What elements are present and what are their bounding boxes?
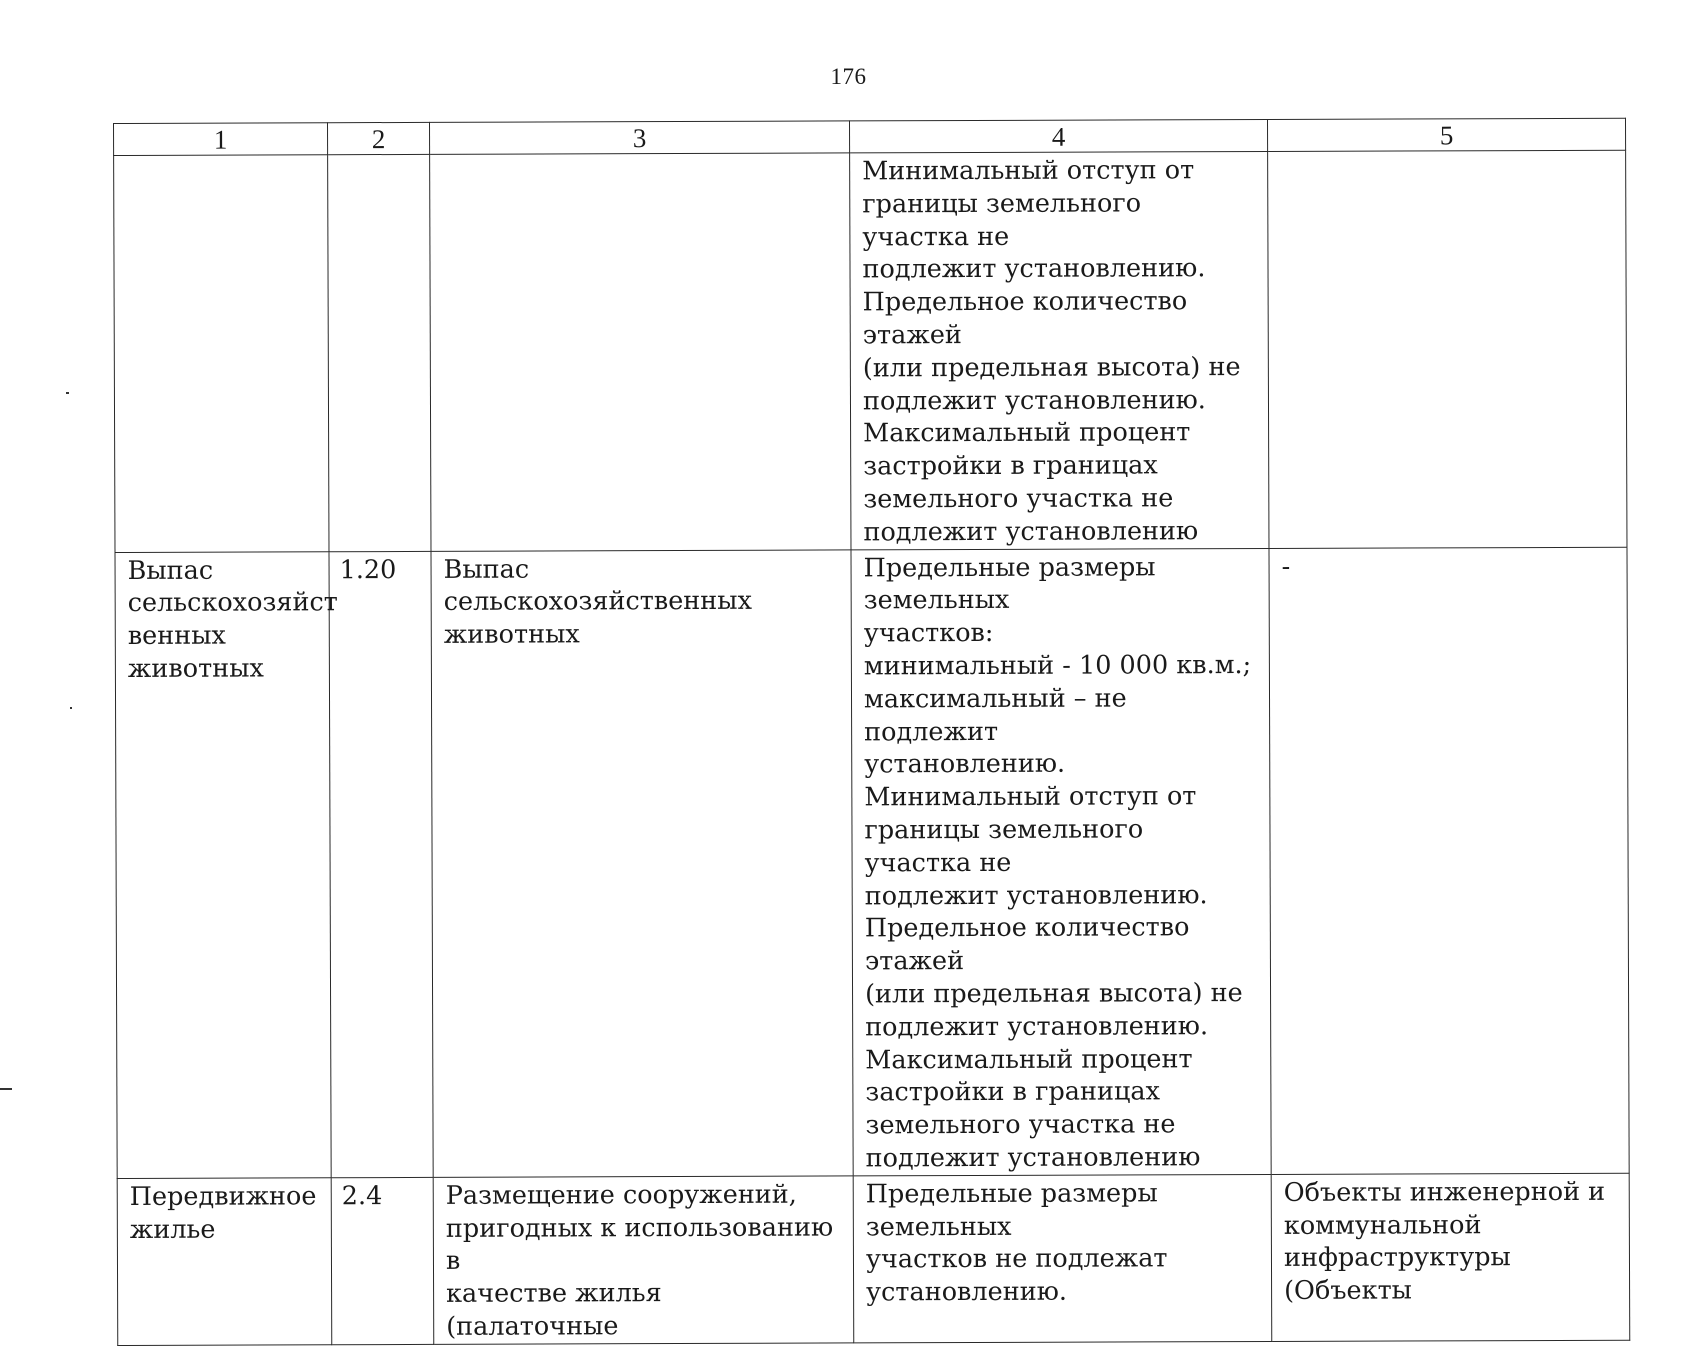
cell-text: Размещение сооружений, пригодных к использованию в качестве жилья (палаточные	[446, 1178, 842, 1343]
cell-use-description	[431, 549, 853, 1177]
column-header-4: 4	[849, 119, 1267, 152]
cell-restrictions	[1271, 1173, 1630, 1341]
cell-parameters	[853, 1174, 1272, 1342]
page-number: 176	[0, 64, 1697, 90]
cell-text: Выпас сельскохозяйственных животных	[444, 552, 839, 652]
column-header-5: 5	[1267, 118, 1625, 151]
cell-text	[1280, 153, 1613, 154]
column-header-3: 3	[429, 121, 849, 154]
cell-parameters	[851, 548, 1271, 1176]
cell-use-name	[117, 1177, 332, 1345]
cell-use-code	[331, 1177, 434, 1344]
cell-use-code	[329, 551, 433, 1177]
cell-use-code	[328, 154, 431, 551]
table-row	[117, 1173, 1630, 1345]
cell-parameters	[850, 151, 1269, 549]
cell-text: 2.4	[342, 1180, 421, 1213]
column-header-2: 2	[328, 122, 430, 154]
scan-speck	[66, 392, 69, 394]
cell-text: Выпас сельскохозяйст венных животных	[128, 554, 317, 686]
scan-edge-mark	[0, 1088, 12, 1090]
cell-text: Предельные размеры земельных участков: минимальный - 10 000 кв.м.; максимальный – не подлежит установлению. Минимальный отступ от границы земельного участка не подлежит установлению. Предельное количество этажей (или предельная высота) не подлежит установлению. Максимальный процент застройки в границах земельного участка не подлежит установлению	[864, 551, 1259, 1176]
cell-use-description	[433, 1176, 854, 1344]
cell-text: Передвижное жилье	[130, 1180, 319, 1246]
cell-text: 1.20	[340, 553, 419, 586]
table-header-row	[114, 118, 1626, 155]
table-row	[114, 150, 1627, 552]
cell-text: Объекты инженерной и коммунальной инфраструктуры (Объекты	[1284, 1175, 1617, 1307]
cell-text	[442, 155, 837, 156]
cell-use-name	[114, 155, 329, 552]
cell-text: -	[1281, 549, 1614, 583]
zoning-table	[113, 118, 1629, 1346]
cell-restrictions	[1269, 547, 1629, 1174]
column-header-1: 1	[114, 123, 328, 156]
cell-text: Минимальный отступ от границы земельного участка не подлежит установлению. Предельное количество этажей (или предельная высота) не подлежит установлению. Максимальный процент застройки в границах земельного участка не подлежит установлению	[862, 154, 1256, 549]
cell-text	[126, 157, 315, 158]
cell-use-description	[430, 153, 851, 551]
cell-use-name	[115, 551, 331, 1178]
cell-restrictions	[1268, 150, 1627, 548]
cell-text: Предельные размеры земельных участков не подлежат установлению.	[866, 1177, 1259, 1310]
scan-speck	[70, 707, 72, 709]
table-row	[115, 547, 1629, 1178]
